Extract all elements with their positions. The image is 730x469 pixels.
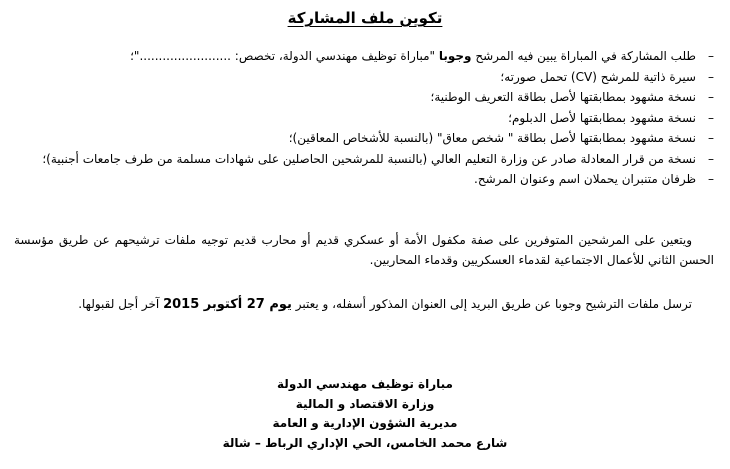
mailing-address [0,375,730,453]
document-title [0,8,730,28]
requirement-item-equivalence [14,149,714,170]
requirement-item-envelopes [14,169,714,190]
deadline-date: يوم 27 أكتوبر 2015 [163,297,292,312]
list-dash: – [708,69,714,84]
list-dash: – [708,90,714,104]
requirement-text: نسخة من قرار المعادلة صادر عن وزارة التعليم العالي (بالنسبة للمرشحين الحاصلين على شهادات مسلمة من طرف جامعات أجنبية)؛ [42,151,696,166]
list-dash: – [708,110,714,125]
requirement-item-diploma [14,108,714,129]
deadline-text-after: آخر أجل لقبولها. [78,297,164,311]
address-line-directorate: مديرية الشؤون الإدارية و العامة [272,416,458,430]
requirement-item-application [14,46,714,67]
requirement-text: نسخة مشهود بمطابقتها لأصل بطاقة " شخص معاق" (بالنسبة للأشخاص المعاقين)؛ [288,131,696,145]
address-line-street: شارع محمد الخامس، الحي الإداري الرباط – شالة [222,435,508,450]
list-dash: – [708,172,714,186]
requirement-item-id-card [14,87,714,108]
requirement-text: سيرة ذاتية للمرشح (CV) تحمل صورته؛ [500,69,696,84]
address-line-ministry: وزارة الاقتصاد و المالية [295,396,435,411]
requirement-text-suffix: "مباراة توظيف مهندسي الدولة، تخصص: ........................"؛ [130,49,439,63]
deadline-paragraph [14,294,714,315]
address-line-competition: مباراة توظيف مهندسي الدولة [277,377,453,391]
title-text: تكوين ملف المشاركة [287,9,443,27]
requirement-item-disability-card [14,128,714,149]
requirement-item-cv [14,67,714,88]
requirement-text: نسخة مشهود بمطابقتها لأصل بطاقة التعريف الوطنية؛ [430,90,696,104]
requirement-text: طلب المشاركة في المباراة يبين فيه المرشح [471,49,696,63]
requirements-list [14,46,714,190]
veterans-paragraph: ويتعين على المرشحين المتوفرين على صفة مكفول الأمة أو عسكري قديم أو محارب قديم توجيه ملفات ترشيحهم عن طريق مؤسسة الحسن الثاني للأعمال الاجتماعية لقدماء العسكريين وقدماء المحاربين. [14,233,714,267]
list-dash: – [708,131,714,145]
requirement-text: نسخة مشهود بمطابقتها لأصل الدبلوم؛ [508,110,696,125]
list-dash: – [708,49,714,63]
list-dash: – [708,151,714,166]
requirement-emphasis: وجوبا [438,49,472,63]
requirement-text: ظرفان متنبران يحملان اسم وعنوان المرشح. [474,172,696,186]
deadline-text-before: ترسل ملفات الترشيح وجوبا عن طريق البريد إلى العنوان المذكور أسفله، و يعتبر [291,297,692,311]
